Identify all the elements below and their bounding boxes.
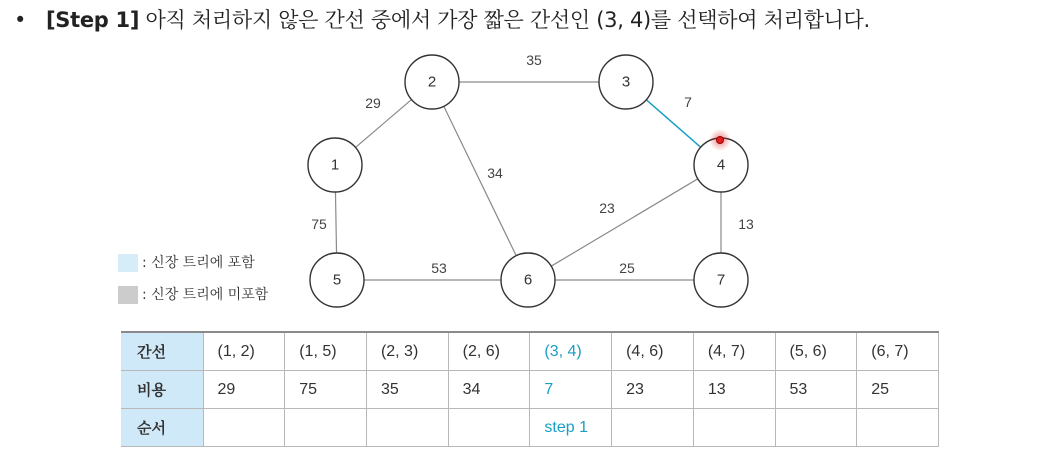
cost-cell: 75 bbox=[285, 371, 367, 409]
edge-5-6 bbox=[364, 260, 501, 280]
edge-cell: (4, 7) bbox=[693, 332, 775, 371]
node-label: 3 bbox=[621, 73, 631, 91]
edge-cell: (4, 6) bbox=[612, 332, 694, 371]
edge-line bbox=[444, 106, 516, 255]
legend-included bbox=[118, 252, 255, 272]
edge-weight-label: 35 bbox=[526, 52, 542, 68]
order-cell bbox=[285, 409, 367, 447]
order-cell bbox=[203, 409, 285, 447]
node-label: 4 bbox=[716, 156, 726, 174]
edge-1-2 bbox=[356, 95, 412, 147]
edge-cell: (1, 2) bbox=[203, 332, 285, 371]
legend-excluded-swatch bbox=[118, 286, 138, 304]
cost-cell: 53 bbox=[775, 371, 857, 409]
cost-cell: 35 bbox=[366, 371, 448, 409]
node-3 bbox=[599, 55, 653, 109]
cost-cell: 34 bbox=[448, 371, 530, 409]
legend-included-swatch bbox=[118, 254, 138, 272]
step-label: [Step 1] bbox=[46, 8, 140, 32]
table-row-order bbox=[121, 409, 939, 447]
edge-line bbox=[646, 100, 700, 147]
edge-4-6 bbox=[551, 179, 698, 266]
node-2 bbox=[405, 55, 459, 109]
node-label: 6 bbox=[523, 271, 533, 289]
bullet: • bbox=[14, 8, 27, 32]
node-5 bbox=[310, 253, 364, 307]
order-cell bbox=[366, 409, 448, 447]
order-cell bbox=[448, 409, 530, 447]
row-header-costs: 비용 bbox=[121, 371, 203, 409]
edge-cell: (2, 6) bbox=[448, 332, 530, 371]
edge-weight-label: 34 bbox=[487, 165, 503, 181]
edge-1-5 bbox=[311, 192, 336, 253]
edge-2-6 bbox=[444, 106, 516, 255]
order-cell bbox=[857, 409, 939, 447]
cost-cell: 7 bbox=[530, 371, 612, 409]
legend-excluded bbox=[118, 284, 268, 304]
edge-line bbox=[335, 192, 336, 253]
edge-line bbox=[356, 100, 412, 148]
edge-cell: (6, 7) bbox=[857, 332, 939, 371]
pointer-dot-icon bbox=[709, 129, 731, 151]
node-label: 5 bbox=[332, 271, 342, 289]
order-cell bbox=[612, 409, 694, 447]
legend-excluded-label: : 신장 트리에 미포함 bbox=[142, 287, 269, 303]
node-label: 2 bbox=[427, 73, 437, 91]
order-cell bbox=[693, 409, 775, 447]
cost-cell: 23 bbox=[612, 371, 694, 409]
edge-weight-label: 13 bbox=[738, 216, 754, 232]
edge-table bbox=[121, 331, 939, 447]
edge-weight-label: 29 bbox=[365, 95, 381, 111]
edge-weight-label: 25 bbox=[619, 260, 635, 276]
legend-included-label: : 신장 트리에 포함 bbox=[142, 255, 255, 271]
row-header-edges: 간선 bbox=[121, 332, 203, 371]
edge-cell: (5, 6) bbox=[775, 332, 857, 371]
row-header-order: 순서 bbox=[121, 409, 203, 447]
node-label: 1 bbox=[330, 156, 340, 174]
step-description: 아직 처리하지 않은 간선 중에서 가장 짧은 간선인 (3, 4)를 선택하여 처리합니다. bbox=[139, 8, 870, 32]
edge-weight-label: 75 bbox=[311, 216, 327, 232]
cost-cell: 29 bbox=[203, 371, 285, 409]
edge-2-3 bbox=[459, 52, 599, 82]
node-7 bbox=[694, 253, 748, 307]
table-row-costs bbox=[121, 371, 939, 409]
node-label: 7 bbox=[716, 271, 726, 289]
edge-4-7 bbox=[721, 192, 754, 253]
node-1 bbox=[308, 138, 362, 192]
edge-3-4 bbox=[646, 94, 700, 147]
edge-6-7 bbox=[555, 260, 694, 280]
edge-cell: (3, 4) bbox=[530, 332, 612, 371]
edge-weight-label: 53 bbox=[431, 260, 447, 276]
edge-weight-label: 23 bbox=[599, 200, 615, 216]
node-6 bbox=[501, 253, 555, 307]
cost-cell: 25 bbox=[857, 371, 939, 409]
order-cell bbox=[775, 409, 857, 447]
table-row-edges bbox=[121, 332, 939, 371]
cost-cell: 13 bbox=[693, 371, 775, 409]
order-cell: step 1 bbox=[530, 409, 612, 447]
edge-cell: (1, 5) bbox=[285, 332, 367, 371]
edge-weight-label: 7 bbox=[684, 94, 692, 110]
edge-cell: (2, 3) bbox=[366, 332, 448, 371]
edge-line bbox=[551, 179, 698, 266]
